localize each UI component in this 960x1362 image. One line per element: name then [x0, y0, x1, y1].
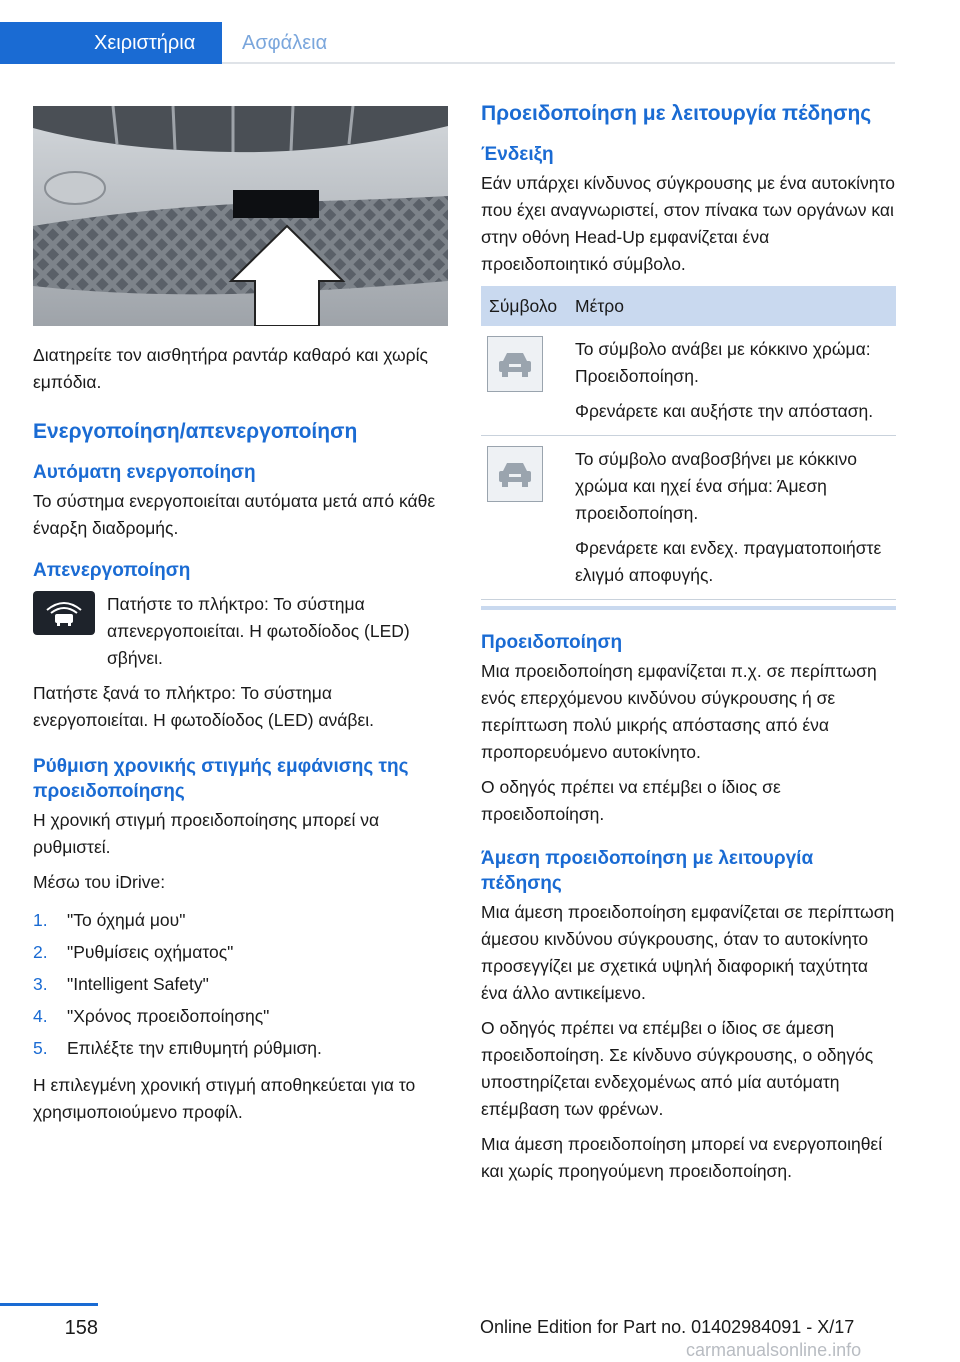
list-item: [33, 1032, 448, 1064]
reactivation-text: Πατήστε ξανά το πλήκτρο: Το σύστημα ενεργοποιείται. Η φωτοδίοδος (LED) ανάβει.: [33, 683, 375, 730]
symbol-cell: [481, 326, 567, 436]
step-number: 5.: [33, 1038, 48, 1058]
left-column: [33, 106, 448, 1134]
step-text: Επιλέξτε την επιθυμητή ρύθμιση.: [67, 1038, 322, 1058]
symbol-table: [481, 286, 896, 600]
brake-warning-title: Προειδοποίηση με λειτουργία πέδησης: [481, 102, 872, 125]
direct-warning-text: Μια άμεση προειδοποίηση εμφανίζεται σε περίπτωση άμεσου κινδύνου σύγκρουσης, όταν το αυτοκίνητο προσεγγίζει με σχετικά υψηλή διαφορική ταχύτητα ένα άλλο αντικείμενο.: [481, 902, 895, 1003]
symbol-cell: [481, 436, 567, 600]
closing-text: Η επιλεγμένη χρονική στιγμή αποθηκεύεται για το χρησιμοποιούμενο προφίλ.: [33, 1075, 416, 1122]
radar-sensor-illustration: [33, 106, 448, 326]
direct-warning-title: Άμεση προειδοποίηση με λειτουργία πέδησης: [481, 848, 814, 894]
table-row: [481, 326, 896, 436]
page-number: 158: [64, 1317, 98, 1339]
tab-safety[interactable]: Ασφάλεια: [242, 32, 328, 54]
timing-title: Ρύθμιση χρονικής στιγμής εμφάνισης της προειδοποίησης: [33, 756, 409, 802]
step-number: 1.: [33, 910, 48, 930]
indication-text: Εάν υπάρχει κίνδυνος σύγκρουσης με ένα αυτοκίνητο που έχει αναγνωριστεί, στον πίνακα των οργάνων και στην οθόνη Head-Up εμφανίζεται ένα προειδοποιητικό σύμβολο.: [481, 173, 895, 274]
measure-text: Φρενάρετε και ενδεχ. πραγματοποιήστε ελιγμό αποφυγής.: [575, 538, 882, 585]
deactivation-text: Πατήστε το πλήκτρο: Το σύστημα απενεργοποιείται. Η φωτοδίοδος (LED) σβήνει.: [107, 594, 410, 668]
watermark: carmanualsonline.info: [686, 1340, 862, 1360]
direct-warning-text: Ο οδηγός πρέπει να επέμβει ο ίδιος σε άμεση προειδοποίηση. Σε κίνδυνο σύγκρουσης, ο οδηγός υποστηρίζεται ενδεχομένως από μία αυτόματη επέμβαση των φρένων.: [481, 1018, 874, 1119]
measure-text: Φρενάρετε και αυξήστε την απόσταση.: [575, 401, 874, 421]
table-bottom-rule: [481, 606, 896, 610]
top-tab-bar: [0, 22, 895, 64]
indication-title: Ένδειξη: [481, 144, 554, 165]
col-measure-header: Μέτρο: [567, 286, 896, 326]
step-text: "Ρυθμίσεις οχήματος": [67, 942, 234, 962]
warning-text: Ο οδηγός πρέπει να επέμβει ο ίδιος σε προειδοποίηση.: [481, 777, 781, 824]
table-row: [481, 436, 896, 600]
deactivation-title: Απενεργοποίηση: [33, 560, 191, 581]
radar-sensor-photo: [33, 106, 448, 326]
auto-activation-text: Το σύστημα ενεργοποιείται αυτόματα μετά από κάθε έναρξη διαδρομής.: [33, 491, 436, 538]
car-warning-icon: [487, 446, 543, 502]
deactivation-button-row: [33, 591, 448, 672]
step-number: 4.: [33, 1006, 48, 1026]
step-text: "Χρόνος προειδοποίησης": [67, 1006, 270, 1026]
footer-rule: [0, 1303, 98, 1306]
list-item: [33, 936, 448, 968]
col-symbol-header: Σύμβολο: [481, 286, 567, 326]
section-title-activation: Ενεργοποίηση/απενεργοποίηση: [33, 420, 358, 443]
step-text: "Intelligent Safety": [67, 974, 209, 994]
warning-title: Προειδοποίηση: [481, 632, 623, 653]
table-header-row: [481, 286, 896, 326]
step-number: 2.: [33, 942, 48, 962]
image-caption: Διατηρείτε τον αισθητήρα ραντάρ καθαρό και χωρίς εμπόδια.: [33, 345, 428, 392]
warning-text: Μια προειδοποίηση εμφανίζεται π.χ. σε περίπτωση ενός επερχόμενου κινδύνου σύγκρουσης ή σε περίπτωση πολύ μικρής απόστασης από ένα προπορευόμενο αυτοκίνητο.: [481, 661, 877, 762]
idrive-steps: [33, 904, 448, 1064]
measure-text: Το σύμβολο ανάβει με κόκκινο χρώμα: Προειδοποίηση.: [575, 339, 871, 386]
measure-text: Το σύμβολο αναβοσβήνει με κόκκινο χρώμα και ηχεί ένα σήμα: Άμεση προειδοποίηση.: [575, 449, 857, 523]
direct-warning-text: Μια άμεση προειδοποίηση μπορεί να ενεργοποιηθεί και χωρίς προηγούμενη προειδοποίηση.: [481, 1134, 883, 1181]
measure-cell: [567, 326, 896, 436]
tab-controls[interactable]: Χειριστήρια: [0, 22, 222, 64]
timing-text: Η χρονική στιγμή προειδοποίησης μπορεί να ρυθμιστεί.: [33, 810, 380, 857]
list-item: [33, 904, 448, 936]
collision-warning-button-icon: [33, 591, 95, 635]
idrive-intro: Μέσω του iDrive:: [33, 872, 166, 892]
step-number: 3.: [33, 974, 48, 994]
list-item: [33, 968, 448, 1000]
auto-activation-title: Αυτόματη ενεργοποίηση: [33, 462, 256, 483]
right-column: [481, 100, 896, 1193]
measure-cell: [567, 436, 896, 600]
list-item: [33, 1000, 448, 1032]
step-text: "Το όχημά μου": [67, 910, 186, 930]
edition-note: Online Edition for Part no. 01402984091 - X/17: [480, 1317, 855, 1337]
car-warning-icon: [487, 336, 543, 392]
